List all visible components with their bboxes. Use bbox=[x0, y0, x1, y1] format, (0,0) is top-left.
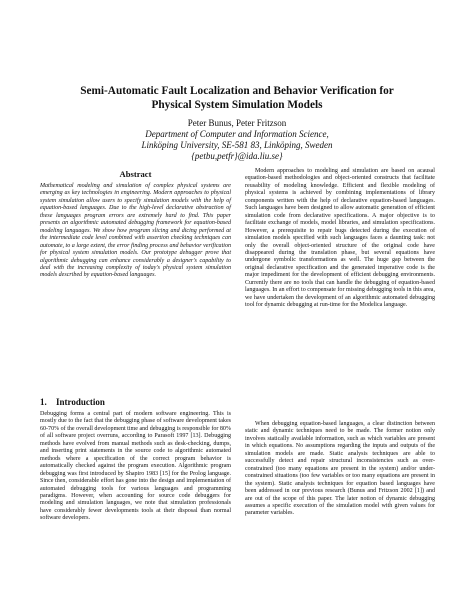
title-line-1: Semi-Automatic Fault Localization and Behavior Verification for bbox=[80, 85, 394, 97]
author-emails: {petbu,petfr}@ida.liu.se} bbox=[191, 151, 283, 161]
section-number: 1. bbox=[40, 397, 47, 407]
abstract-heading: Abstract bbox=[119, 169, 152, 179]
author-names: Peter Bunus, Peter Fritzson bbox=[187, 118, 287, 128]
section-title: Introduction bbox=[56, 397, 105, 407]
right-column-paragraph-2: When debugging equation-based languages, a clear distinction between static and dynamic techniques need to be made. The former notion only involves statically available information, such as which variables are present in which equations. No assumptions regarding the inputs and outputs of the simulation models are made. Static analysis techniques are able to successfully detect and repair structural inconsistencies such as over-constrained (too many equations are present in the system) and/or under-constrained situations (too few variables or too many equations are present in the system). Static analysis techniques for equation based languages have been addressed in our previous research (Bunus and Fritzson 2002 [1]) and are out of the scope of this paper. The later notion of dynamic debugging assumes a specific execution of the simulation model with given values for parameter variables. bbox=[245, 421, 435, 517]
author-block bbox=[60, 118, 414, 162]
affiliation-line-2: Linköping University, SE-581 83, Linköping, Sweden bbox=[141, 140, 333, 150]
abstract-text: Mathematical modeling and simulation of complex physical systems are emerging as key technologies in engineering. Modern approaches to physical system simulation allow users to specify simulation models with the help of equation-based languages. Due to the high-level declarative abstraction of these languages program errors are extremely hard to find. This paper presents an algorithmic automated debugging framework for equation-based modeling languages. We show how program slicing and dicing performed at the intermediate code level combined with assertion checking techniques can automate, to a large extent, the error finding process and behavior verification for physical system simulation models. Our prototype debugger prove that algorithmic debugging can enhance considerably a designer's capability to deal with the increasing complexity of today's physical system simulation models described by equation-based languages. bbox=[40, 183, 231, 279]
affiliation-line-1: Department of Computer and Information Science, bbox=[145, 129, 329, 139]
right-column-paragraph-1: Modern approaches to modeling and simulation are based on acausal equation-based methodologies and object-oriented constructs that facilitate reusability of modeling knowledge. Efficient and flexible modeling of physical systems is achieved by combining implementations of library components written with the help of declarative equation-based languages. Such languages have been designed to allow automatic generation of efficient simulation code from declarative specifications. A major objective is to facilitate exchange of models, model libraries, and simulation specifications. However, a prerequisite to repair bugs detected during the execution of simulation models specified with such languages faces a daunting task: not only the overall object-oriented structure of the original code have disappeared during the translation phase, but several equations have undergone symbolic transformations as well. The huge gap between the original declarative specification and the generated imperative code is the major impediment for the development of efficient debugging environments. Currently there are no tools that can handle the debugging of equation-based languages. In an effort to compensate for missing debugging tools in this area, we have undertaken the development of an algorithmic automated debugging tool for dynamic debugging at run-time for the Modelica language. bbox=[245, 168, 435, 309]
title-line-2: Physical System Simulation Models bbox=[151, 99, 323, 111]
introduction-paragraph: Debugging forms a central part of modern software engineering. This is mostly due to the fact that the debugging phase of software development takes 60-70% of the overall development time and debugging is responsible for 80% of all software project overruns, according to Parasoft 1997 [13]. Debugging methods have evolved from manual methods such as desk-checking, dumps, and inserting print statements in the source code to algorithmic automated methods where a specification of the correct program behavior is automatically checked against the program execution. Algorithmic program debugging was first introduced by Shapiro 1983 [15] for the Prolog language. Since then, considerable effort has gone into the design and implementation of automated debugging tools for various languages and programming paradigms. However, when accounting for source code debuggers for modeling and simulation languages, we note that simulation professionals have considerably fewer developments tools at their disposal than normal software developers. bbox=[40, 411, 231, 522]
paper-title bbox=[40, 84, 434, 112]
section-heading-introduction bbox=[40, 397, 231, 408]
